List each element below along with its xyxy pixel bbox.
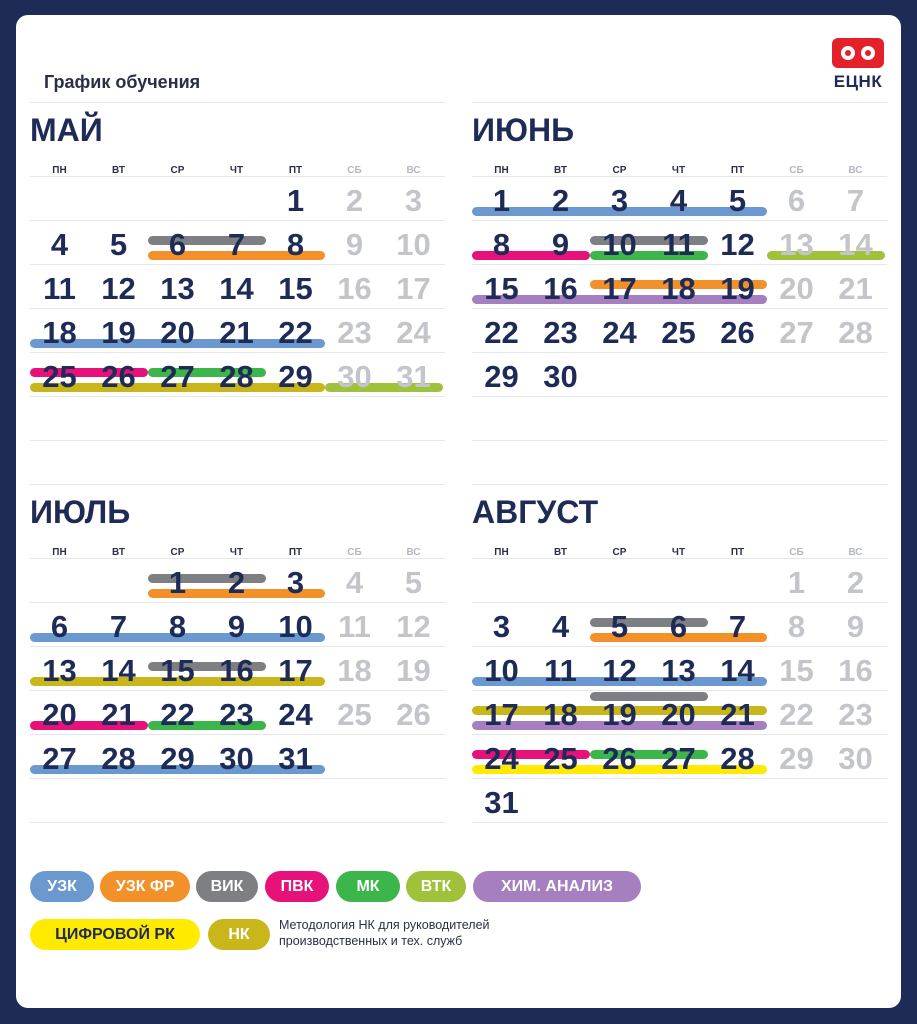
- day-cell[interactable]: 29: [160, 741, 195, 776]
- weekday-label: ЧТ: [229, 165, 244, 176]
- day-cell[interactable]: 3: [492, 609, 511, 644]
- legend-note-line-1: Методология НК для руководителей: [279, 918, 490, 932]
- day-cell[interactable]: 20: [42, 697, 77, 732]
- grid-rule: [472, 690, 887, 691]
- weekday-label: СР: [170, 547, 185, 558]
- grid-rule: [30, 440, 445, 441]
- legend-pill-uzk: УЗК: [30, 871, 94, 902]
- day-cell[interactable]: 27: [42, 741, 77, 776]
- grid-rule: [30, 352, 445, 353]
- day-cell[interactable]: 29: [484, 359, 519, 394]
- weekday-label: СБ: [789, 165, 804, 176]
- legend-pill-vik: ВИК: [196, 871, 258, 902]
- grid-rule: [472, 220, 887, 221]
- legend-note: [279, 917, 490, 949]
- day-cell[interactable]: 13: [160, 271, 195, 306]
- day-cell[interactable]: 11: [662, 227, 695, 262]
- day-cell[interactable]: 5: [728, 183, 747, 218]
- month-title: ИЮНЬ: [472, 112, 575, 148]
- weekday-label: ПН: [494, 547, 509, 558]
- weekday-label: ВС: [406, 165, 421, 176]
- day-cell[interactable]: 14: [720, 653, 755, 688]
- grid-rule: [30, 484, 445, 485]
- day-cell[interactable]: 4: [345, 565, 364, 600]
- day-cell[interactable]: 2: [846, 565, 865, 600]
- day-cell[interactable]: 20: [661, 697, 696, 732]
- day-cell[interactable]: 14: [219, 271, 254, 306]
- day-cell[interactable]: 9: [846, 609, 865, 644]
- day-cell[interactable]: 21: [101, 697, 136, 732]
- grid-rule: [30, 602, 445, 603]
- day-cell[interactable]: 22: [160, 697, 195, 732]
- day-cell[interactable]: 8: [286, 227, 305, 262]
- day-cell[interactable]: 10: [278, 609, 313, 644]
- day-cell[interactable]: 1: [492, 183, 511, 218]
- grid-rule: [30, 690, 445, 691]
- day-cell[interactable]: 11: [544, 653, 577, 688]
- month-1: [472, 102, 887, 442]
- day-cell[interactable]: 27: [160, 359, 195, 394]
- day-cell[interactable]: 7: [227, 227, 246, 262]
- grid-rule: [30, 734, 445, 735]
- day-cell[interactable]: 30: [337, 359, 372, 394]
- weekday-label: СР: [612, 165, 627, 176]
- grid-rule: [30, 308, 445, 309]
- day-cell[interactable]: 21: [219, 315, 254, 350]
- grid-rule: [472, 440, 887, 441]
- day-cell[interactable]: 1: [286, 183, 305, 218]
- grid-rule: [472, 176, 887, 177]
- grid-rule: [30, 264, 445, 265]
- day-cell[interactable]: 29: [779, 741, 814, 776]
- day-cell[interactable]: 15: [779, 653, 814, 688]
- weekday-label: ВТ: [554, 547, 567, 558]
- grid-rule: [472, 264, 887, 265]
- day-cell[interactable]: 16: [337, 271, 372, 306]
- day-cell[interactable]: 18: [543, 697, 578, 732]
- weekday-label: ВТ: [112, 165, 125, 176]
- day-cell[interactable]: 6: [787, 183, 806, 218]
- day-cell[interactable]: 9: [551, 227, 570, 262]
- day-cell[interactable]: 12: [720, 227, 755, 262]
- legend-pill-digital_rk: ЦИФРОВОЙ РК: [30, 919, 200, 950]
- day-cell[interactable]: 13: [661, 653, 696, 688]
- logo-mark-icon: [832, 38, 884, 68]
- day-cell[interactable]: 28: [219, 359, 254, 394]
- day-cell[interactable]: 30: [838, 741, 873, 776]
- weekday-label: ЧТ: [671, 547, 686, 558]
- day-cell[interactable]: 11: [338, 609, 371, 644]
- day-cell[interactable]: 14: [101, 653, 136, 688]
- page-title: График обучения: [44, 72, 201, 92]
- day-cell[interactable]: 8: [492, 227, 511, 262]
- logo-text: ЕЦНК: [833, 72, 883, 91]
- day-cell[interactable]: 8: [168, 609, 187, 644]
- weekday-label: ПН: [494, 165, 509, 176]
- legend-pill-mk: МК: [336, 871, 400, 902]
- month-title: АВГУСТ: [472, 494, 599, 530]
- day-cell[interactable]: 16: [838, 653, 873, 688]
- day-cell[interactable]: 25: [661, 315, 696, 350]
- day-cell[interactable]: 26: [720, 315, 755, 350]
- day-cell[interactable]: 17: [278, 653, 313, 688]
- month-3: [472, 484, 887, 824]
- day-cell[interactable]: 21: [720, 697, 755, 732]
- day-cell[interactable]: 10: [484, 653, 519, 688]
- day-cell[interactable]: 19: [720, 271, 755, 306]
- day-cell[interactable]: 19: [396, 653, 431, 688]
- day-cell[interactable]: 23: [337, 315, 372, 350]
- day-cell[interactable]: 1: [168, 565, 187, 600]
- day-cell[interactable]: 30: [543, 359, 578, 394]
- grid-rule: [472, 646, 887, 647]
- weekday-label: СБ: [789, 547, 804, 558]
- day-cell[interactable]: 3: [610, 183, 629, 218]
- day-cell[interactable]: 4: [551, 609, 570, 644]
- day-cell[interactable]: 24: [396, 315, 431, 350]
- day-cell[interactable]: 27: [661, 741, 696, 776]
- day-cell[interactable]: 25: [42, 359, 77, 394]
- weekday-label: СР: [612, 547, 627, 558]
- day-cell[interactable]: 18: [42, 315, 77, 350]
- weekday-label: ПН: [52, 165, 67, 176]
- day-cell[interactable]: 26: [602, 741, 637, 776]
- day-cell[interactable]: 5: [404, 565, 423, 600]
- day-cell[interactable]: 24: [278, 697, 313, 732]
- day-cell[interactable]: 16: [219, 653, 254, 688]
- grid-rule: [30, 822, 445, 823]
- day-cell[interactable]: 22: [278, 315, 313, 350]
- day-cell[interactable]: 5: [109, 227, 128, 262]
- day-cell[interactable]: 28: [720, 741, 755, 776]
- day-cell[interactable]: 28: [838, 315, 873, 350]
- day-cell[interactable]: 17: [484, 697, 519, 732]
- legend-pill-vtk: ВТК: [406, 871, 466, 902]
- ecnk-logo: [830, 38, 886, 94]
- day-cell[interactable]: 25: [337, 697, 372, 732]
- day-cell[interactable]: 24: [602, 315, 637, 350]
- day-cell[interactable]: 18: [661, 271, 696, 306]
- grid-rule: [472, 778, 887, 779]
- grid-rule: [30, 396, 445, 397]
- day-cell[interactable]: 2: [551, 183, 570, 218]
- day-cell[interactable]: 7: [728, 609, 747, 644]
- weekday-label: ВС: [848, 547, 863, 558]
- weekday-label: ВС: [406, 547, 421, 558]
- day-cell[interactable]: 28: [101, 741, 136, 776]
- legend-pill-uzk_fr: УЗК ФР: [100, 871, 190, 902]
- day-cell[interactable]: 12: [602, 653, 637, 688]
- legend-pill-pvk: ПВК: [265, 871, 329, 902]
- grid-rule: [472, 396, 887, 397]
- day-cell[interactable]: 31: [278, 741, 313, 776]
- day-cell[interactable]: 3: [404, 183, 423, 218]
- weekday-label: ЧТ: [229, 547, 244, 558]
- day-cell[interactable]: 9: [227, 609, 246, 644]
- legend-pill-nk: НК: [208, 919, 270, 950]
- day-cell[interactable]: 2: [227, 565, 246, 600]
- grid-rule: [30, 220, 445, 221]
- grid-rule: [472, 822, 887, 823]
- weekday-label: СР: [170, 165, 185, 176]
- day-cell[interactable]: 23: [219, 697, 254, 732]
- legend-note-line-2: производственных и тех. служб: [279, 934, 463, 948]
- day-cell[interactable]: 2: [345, 183, 364, 218]
- day-cell[interactable]: 15: [160, 653, 195, 688]
- day-cell[interactable]: 21: [838, 271, 873, 306]
- month-2: [30, 484, 445, 824]
- day-cell[interactable]: 10: [602, 227, 637, 262]
- weekday-label: СБ: [347, 547, 362, 558]
- legend-pill-chem: ХИМ. АНАЛИЗ: [473, 871, 641, 902]
- day-cell[interactable]: 29: [278, 359, 313, 394]
- day-cell[interactable]: 14: [838, 227, 873, 262]
- grid-rule: [472, 308, 887, 309]
- grid-rule: [472, 352, 887, 353]
- weekday-label: ПТ: [288, 547, 303, 558]
- grid-rule: [472, 102, 887, 103]
- day-cell[interactable]: 12: [396, 609, 431, 644]
- grid-rule: [472, 602, 887, 603]
- month-0: [30, 102, 445, 442]
- day-cell[interactable]: 7: [109, 609, 128, 644]
- day-cell[interactable]: 22: [779, 697, 814, 732]
- day-cell[interactable]: 25: [543, 741, 578, 776]
- day-cell[interactable]: 20: [160, 315, 195, 350]
- day-cell[interactable]: 31: [484, 785, 519, 820]
- day-cell[interactable]: 7: [846, 183, 865, 218]
- day-cell[interactable]: 6: [50, 609, 69, 644]
- day-cell[interactable]: 15: [484, 271, 519, 306]
- day-cell[interactable]: 8: [787, 609, 806, 644]
- grid-rule: [30, 176, 445, 177]
- weekday-label: ВТ: [554, 165, 567, 176]
- weekday-label: ВТ: [112, 547, 125, 558]
- day-cell[interactable]: 12: [101, 271, 136, 306]
- day-cell[interactable]: 30: [219, 741, 254, 776]
- day-cell[interactable]: 13: [779, 227, 814, 262]
- grid-rule: [30, 558, 445, 559]
- grid-rule: [30, 102, 445, 103]
- day-cell[interactable]: 4: [50, 227, 69, 262]
- day-cell[interactable]: 23: [543, 315, 578, 350]
- day-cell[interactable]: 31: [396, 359, 431, 394]
- weekday-label: ЧТ: [671, 165, 686, 176]
- day-cell[interactable]: 24: [484, 741, 519, 776]
- day-cell[interactable]: 13: [42, 653, 77, 688]
- day-cell[interactable]: 20: [779, 271, 814, 306]
- day-cell[interactable]: 15: [278, 271, 313, 306]
- day-cell[interactable]: 10: [396, 227, 431, 262]
- month-title: ИЮЛЬ: [30, 494, 131, 530]
- weekday-label: ПН: [52, 547, 67, 558]
- day-cell[interactable]: 22: [484, 315, 519, 350]
- grid-rule: [30, 778, 445, 779]
- day-cell[interactable]: 23: [838, 697, 873, 732]
- day-cell[interactable]: 17: [602, 271, 637, 306]
- day-cell[interactable]: 16: [543, 271, 578, 306]
- grid-rule: [472, 558, 887, 559]
- day-cell[interactable]: 3: [286, 565, 305, 600]
- day-cell[interactable]: 1: [787, 565, 806, 600]
- day-cell[interactable]: 17: [396, 271, 431, 306]
- day-cell[interactable]: 26: [101, 359, 136, 394]
- weekday-label: ПТ: [730, 165, 745, 176]
- weekday-label: ПТ: [730, 547, 745, 558]
- day-cell[interactable]: 6: [168, 227, 187, 262]
- day-cell[interactable]: 26: [396, 697, 431, 732]
- day-cell[interactable]: 19: [101, 315, 136, 350]
- day-cell[interactable]: 27: [779, 315, 814, 350]
- grid-rule: [472, 484, 887, 485]
- day-cell[interactable]: 11: [43, 271, 76, 306]
- day-cell[interactable]: 6: [669, 609, 688, 644]
- weekday-label: ПТ: [288, 165, 303, 176]
- day-cell[interactable]: 19: [602, 697, 637, 732]
- grid-rule: [472, 734, 887, 735]
- weekday-label: ВС: [848, 165, 863, 176]
- day-cell[interactable]: 5: [610, 609, 629, 644]
- day-cell[interactable]: 18: [337, 653, 372, 688]
- grid-rule: [30, 646, 445, 647]
- weekday-label: СБ: [347, 165, 362, 176]
- month-title: МАЙ: [30, 112, 103, 148]
- day-cell[interactable]: 9: [345, 227, 364, 262]
- day-cell[interactable]: 4: [669, 183, 688, 218]
